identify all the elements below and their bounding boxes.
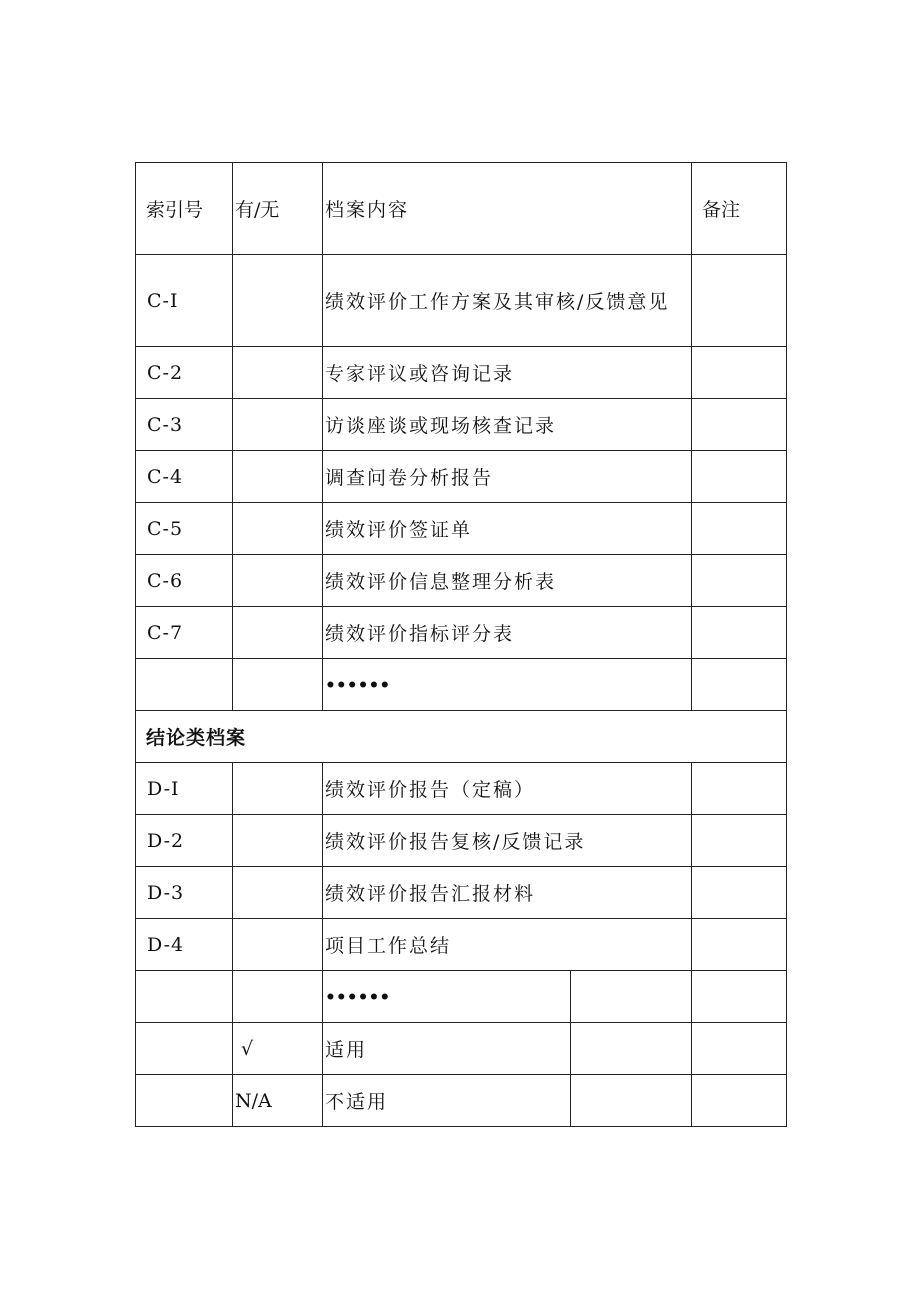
row-have <box>233 659 323 711</box>
row-code: D-3 <box>136 867 233 919</box>
legend-meaning: 不适用 <box>323 1075 571 1127</box>
ellipsis: •••••• <box>323 971 571 1023</box>
row-note <box>692 503 787 555</box>
row-note <box>692 607 787 659</box>
legend-row <box>136 1075 787 1127</box>
row-note <box>692 255 787 347</box>
table-row <box>136 347 787 399</box>
row-note <box>692 919 787 971</box>
row-code: D-2 <box>136 815 233 867</box>
table-row <box>136 399 787 451</box>
row-note <box>692 347 787 399</box>
header-have: 有/无 <box>233 163 323 255</box>
table-row <box>136 451 787 503</box>
row-have <box>233 555 323 607</box>
header-index: 索引号 <box>136 163 233 255</box>
row-note <box>692 971 787 1023</box>
table-row <box>136 919 787 971</box>
legend-meaning: 适用 <box>323 1023 571 1075</box>
legend-symbol: N/A <box>233 1075 323 1127</box>
row-note <box>692 451 787 503</box>
row-code: C-6 <box>136 555 233 607</box>
table-row <box>136 503 787 555</box>
row-note <box>692 399 787 451</box>
row-note <box>692 763 787 815</box>
row-have <box>233 503 323 555</box>
row-note <box>692 1023 787 1075</box>
row-code <box>136 1075 233 1127</box>
row-have <box>233 347 323 399</box>
row-have <box>233 919 323 971</box>
row-extra <box>571 971 692 1023</box>
row-note <box>692 867 787 919</box>
row-code: C-I <box>136 255 233 347</box>
row-note <box>692 555 787 607</box>
row-code: D-4 <box>136 919 233 971</box>
archive-index-table <box>135 162 787 1127</box>
row-content: 访谈座谈或现场核查记录 <box>323 399 692 451</box>
header-note: 备注 <box>692 163 787 255</box>
row-content: 绩效评价指标评分表 <box>323 607 692 659</box>
row-have <box>233 971 323 1023</box>
section-row <box>136 711 787 763</box>
row-content: 项目工作总结 <box>323 919 692 971</box>
row-have <box>233 399 323 451</box>
row-extra <box>571 1023 692 1075</box>
row-content: 绩效评价签证单 <box>323 503 692 555</box>
row-code: C-4 <box>136 451 233 503</box>
table-row <box>136 867 787 919</box>
table-row <box>136 763 787 815</box>
row-have <box>233 607 323 659</box>
row-content: 绩效评价报告汇报材料 <box>323 867 692 919</box>
row-code <box>136 659 233 711</box>
row-code: C-2 <box>136 347 233 399</box>
row-content: 专家评议或咨询记录 <box>323 347 692 399</box>
ellipsis: •••••• <box>323 659 692 711</box>
row-have <box>233 867 323 919</box>
header-content: 档案内容 <box>323 163 692 255</box>
row-note <box>692 1075 787 1127</box>
row-have <box>233 255 323 347</box>
row-extra <box>571 1075 692 1127</box>
row-content: 绩效评价工作方案及其审核/反馈意见 <box>323 255 692 347</box>
row-content: 绩效评价报告（定稿） <box>323 763 692 815</box>
table-row-ellipsis <box>136 971 787 1023</box>
row-note <box>692 815 787 867</box>
table-row <box>136 607 787 659</box>
row-note <box>692 659 787 711</box>
table-row <box>136 255 787 347</box>
row-content: 绩效评价报告复核/反馈记录 <box>323 815 692 867</box>
row-code: C-3 <box>136 399 233 451</box>
row-have <box>233 451 323 503</box>
table-row-ellipsis <box>136 659 787 711</box>
legend-symbol: √ <box>233 1023 323 1075</box>
table-row <box>136 555 787 607</box>
row-content: 绩效评价信息整理分析表 <box>323 555 692 607</box>
section-title: 结论类档案 <box>136 711 787 763</box>
row-code: D-I <box>136 763 233 815</box>
row-code <box>136 971 233 1023</box>
legend-row <box>136 1023 787 1075</box>
table-row <box>136 815 787 867</box>
row-code <box>136 1023 233 1075</box>
row-code: C-7 <box>136 607 233 659</box>
row-code: C-5 <box>136 503 233 555</box>
row-have <box>233 815 323 867</box>
header-row <box>136 163 787 255</box>
row-content: 调查问卷分析报告 <box>323 451 692 503</box>
row-have <box>233 763 323 815</box>
